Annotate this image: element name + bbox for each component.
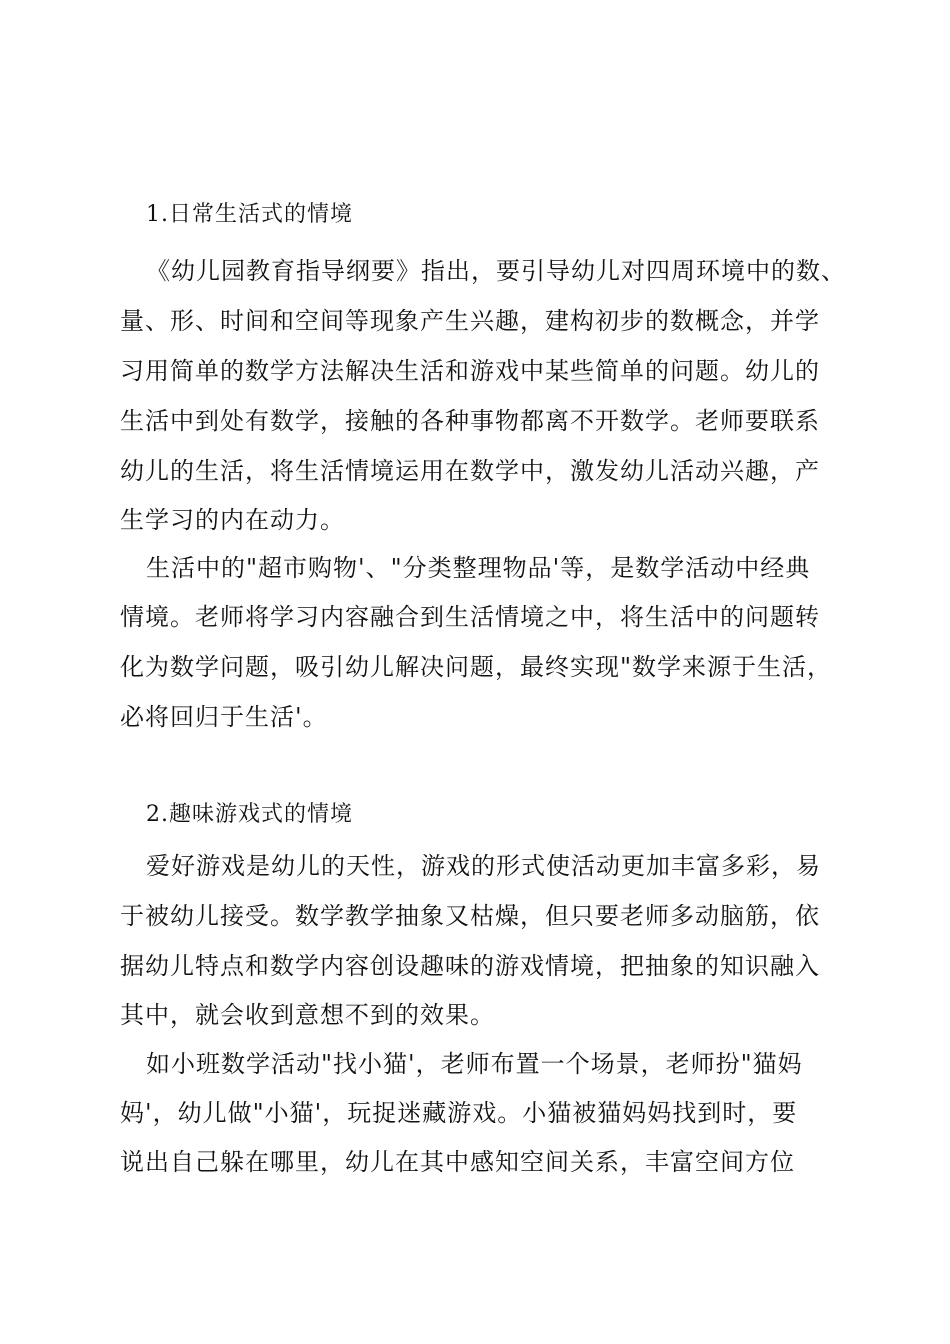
- paragraph-line: 生活中的"超市购物'、"分类整理物品'等，是数学活动中经典: [146, 554, 811, 582]
- paragraph-line: 生学习的内在动力。: [120, 506, 345, 534]
- paragraph-line: 妈'，幼儿做"小猫'，玩捉迷藏游戏。小猫被猫妈妈找到时，要: [120, 1099, 798, 1127]
- paragraph-line: 于被幼儿接受。数学教学抽象又枯燥，但只要老师多动脑筋，依: [120, 902, 820, 930]
- paragraph-line: 量、形、时间和空间等现象产生兴趣，建构初步的数概念，并学: [120, 307, 820, 335]
- section-heading: 1.日常生活式的情境: [146, 202, 353, 227]
- paragraph-line: 生活中到处有数学，接触的各种事物都离不开数学。老师要联系: [120, 407, 820, 435]
- section-heading: 2.趣味游戏式的情境: [146, 802, 353, 827]
- paragraph-line: 据幼儿特点和数学内容创设趣味的游戏情境，把抽象的知识融入: [120, 952, 820, 980]
- paragraph-line: 情境。老师将学习内容融合到生活情境之中，将生活中的问题转: [120, 603, 820, 631]
- paragraph-line: 幼儿的生活，将生活情境运用在数学中，激发幼儿活动兴趣，产: [120, 457, 820, 485]
- paragraph-line: 化为数学问题，吸引幼儿解决问题，最终实现"数学来源于生活，: [120, 653, 833, 681]
- paragraph-line: 如小班数学活动"找小猫'，老师布置一个场景，老师扮"猫妈: [146, 1050, 803, 1078]
- paragraph-line: 必将回归于生活'。: [120, 703, 328, 731]
- paragraph-line: 说出自己躲在哪里，幼儿在其中感知空间关系，丰富空间方位: [120, 1148, 795, 1176]
- paragraph-line: 《幼儿园教育指导纲要》指出，要引导幼儿对四周环境中的数、: [146, 257, 846, 285]
- paragraph-line: 爱好游戏是幼儿的天性，游戏的形式使活动更加丰富多彩，易: [146, 852, 821, 880]
- paragraph-line: 其中，就会收到意想不到的效果。: [120, 1001, 495, 1029]
- paragraph-line: 习用简单的数学方法解决生活和游戏中某些简单的问题。幼儿的: [120, 357, 820, 385]
